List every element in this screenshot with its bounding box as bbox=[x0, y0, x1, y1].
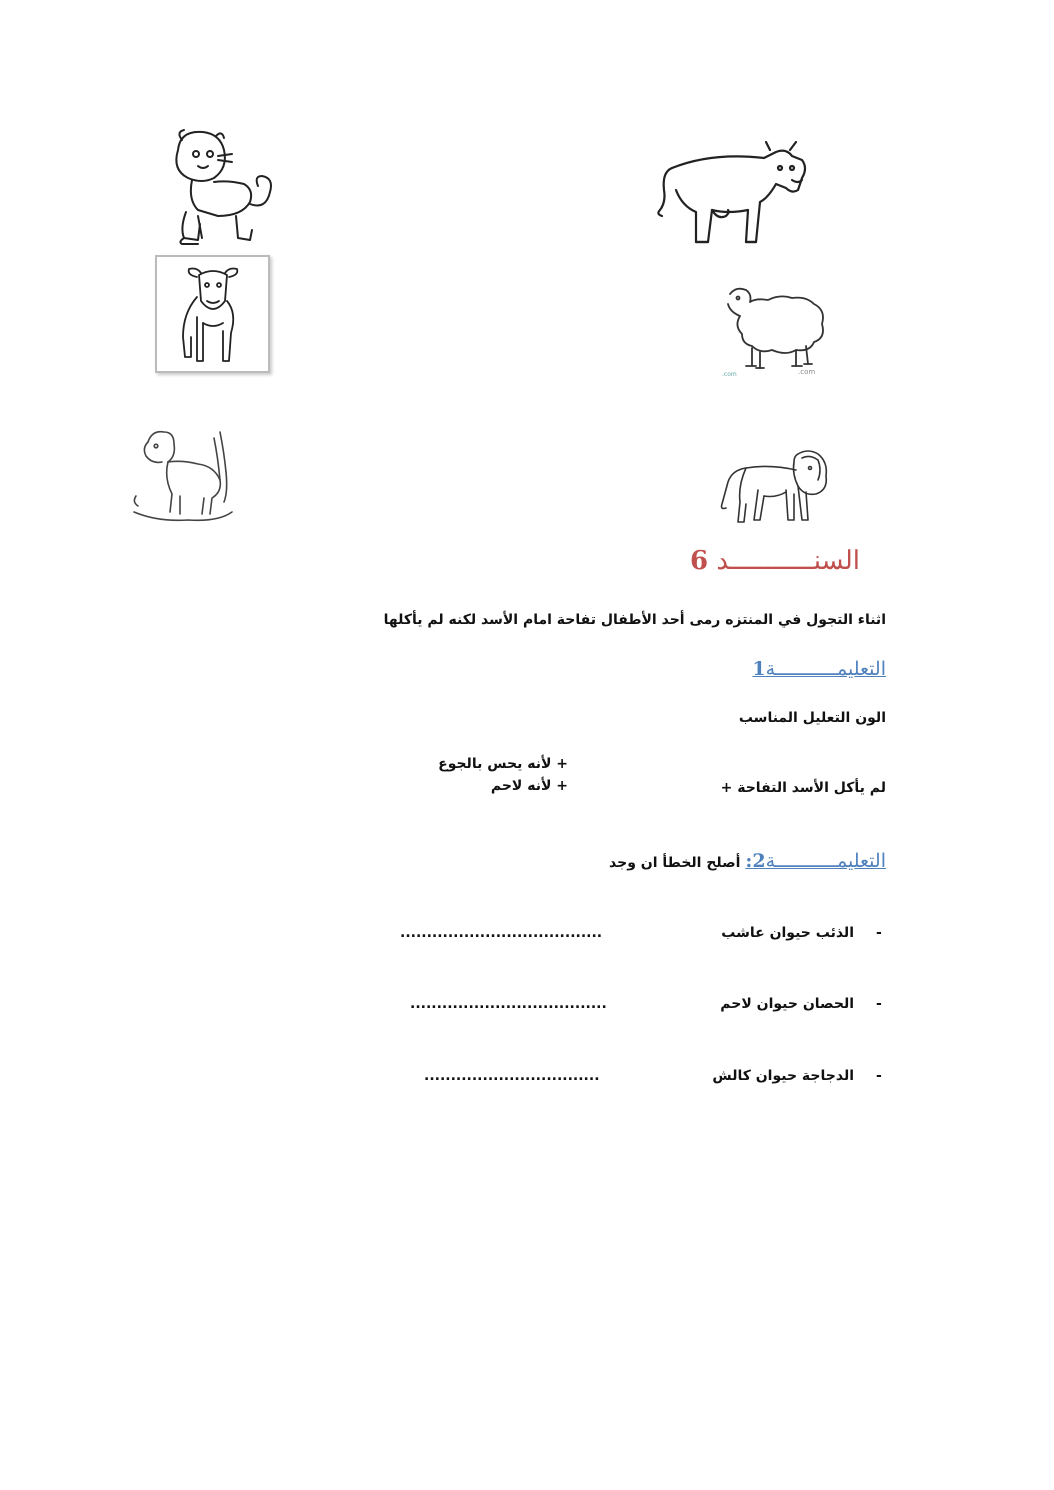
scenario-text: اثناء التجول في المنتزه رمى أحد الأطفال تفاحة امام الأسد لكنه لم يأكلها bbox=[383, 612, 886, 628]
title-number: 6 bbox=[690, 546, 709, 576]
item-3-text: الدجاجة حيوان كالش bbox=[712, 1068, 854, 1084]
item-1-text: الذئب حيوان عاشب bbox=[721, 925, 854, 941]
instruction-1-text: الون التعليل المناسب bbox=[738, 710, 886, 726]
option-carnivore[interactable]: + لأنه لاحم bbox=[490, 778, 568, 794]
lion-statement: لم يأكل الأسد التفاحة + bbox=[720, 780, 886, 796]
cow-image bbox=[652, 138, 812, 250]
item-1-answer-line[interactable]: ...................................... bbox=[400, 925, 603, 941]
item-1-bullet: - bbox=[876, 925, 882, 941]
sheep-image bbox=[716, 280, 832, 380]
svg-text:.com: .com bbox=[722, 371, 737, 378]
document-title bbox=[690, 546, 860, 576]
instruction-2-label: التعليمـــــــــــة bbox=[765, 850, 886, 872]
item-2-answer-line[interactable]: ..................................... bbox=[410, 996, 607, 1012]
instruction-2-heading bbox=[609, 850, 886, 872]
lamb-image bbox=[128, 422, 238, 528]
lion-image bbox=[718, 446, 832, 528]
instruction-1-heading bbox=[752, 658, 886, 680]
instruction-1-label: التعليمـــــــــــة bbox=[765, 658, 886, 680]
option-hungry[interactable]: + لأنه يحس بالجوع bbox=[438, 756, 568, 772]
item-3-bullet: - bbox=[876, 1068, 882, 1084]
item-3-answer-line[interactable]: ................................. bbox=[424, 1068, 600, 1084]
instruction-2-text: أصلح الخطأ ان وجد bbox=[609, 855, 746, 871]
item-2-text: الحصان حيوان لاحم bbox=[720, 996, 854, 1012]
lion-cub-image bbox=[158, 120, 278, 248]
instruction-1-number: 1 bbox=[752, 658, 766, 680]
title-word: السنـــــــــــد bbox=[716, 546, 860, 576]
calf-image bbox=[155, 255, 270, 373]
svg-text:.com: .com bbox=[798, 368, 816, 376]
instruction-2-number: 2: bbox=[745, 850, 766, 872]
item-2-bullet: - bbox=[876, 996, 882, 1012]
